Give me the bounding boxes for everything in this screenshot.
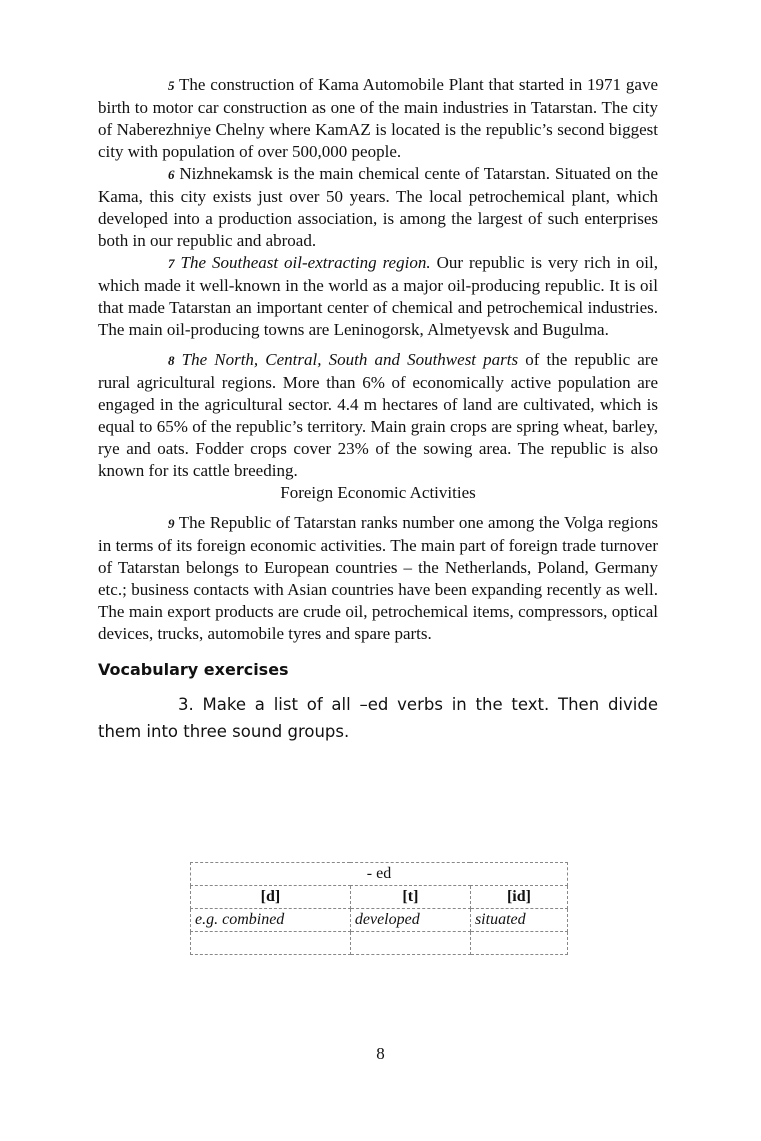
exercise-task: 3. Make a list of all –ed verbs in the text. Then divide them into three sound groups. [98,695,658,741]
paragraph-text: The construction of Kama Automobile Plant that started in 1971 gave birth to motor car construction as one of the main industries in Tatarstan. The city of Naberezhniye Chelny where KamAZ is located is the republic’s second biggest city with population of over 500,000 people. [98,75,658,161]
paragraph-7 [98,252,658,341]
paragraph-number: 6 [168,167,175,182]
page-content [98,74,658,745]
table-row [191,909,568,932]
column-header-t: [t] [350,886,470,909]
ed-verbs-table [190,862,568,955]
vocabulary-heading: Vocabulary exercises [98,660,289,679]
table-title: - ed [191,863,568,886]
table-cell: e.g. combined [191,909,351,932]
table-header-row [191,886,568,909]
paragraph-number: 9 [168,516,175,531]
paragraph-5 [98,74,658,163]
column-header-id: [id] [470,886,567,909]
paragraph-9 [98,512,658,645]
paragraph-6 [98,163,658,252]
section-heading: Foreign Economic Activities [280,483,476,502]
paragraph-text: of the republic are rural agricultural regions. More than 6% of economically active population are engaged in the agricultural sector. 4.4 m hectares of land are cultivated, which is equal to 65% of the republic’s territory. Main grain crops are spring wheat, barley, rye and oats. Fodder crops cover 23% of the sowing area. The republic is also known for its cattle breeding. [98,350,658,480]
table-cell [191,932,351,955]
paragraph-number: 7 [168,256,175,271]
paragraph-number: 8 [168,353,175,368]
paragraph-lead: The Southeast oil-extracting region. [174,253,431,272]
table-cell [350,932,470,955]
paragraph-8 [98,349,658,482]
paragraph-text: Our republic is very rich in oil, which made it well-known in the world as a major oil-producing republic. It is oil that made Tatarstan an important center of chemical and petrochemical industries. The main oil-producing towns are Leninogorsk, Almetyevsk and Bugulma. [98,253,658,339]
table-cell: situated [470,909,567,932]
column-header-d: [d] [191,886,351,909]
table-cell: developed [350,909,470,932]
paragraph-text: Nizhnekamsk is the main chemical cente of Tatarstan. Situated on the Kama, this city exists just over 50 years. The local petrochemical plant, which developed into a production association, is among the largest of such enterprises both in our republic and abroad. [98,164,658,250]
page-number: 8 [376,1044,385,1063]
table-title-row [191,863,568,886]
table-row-empty [191,932,568,955]
paragraph-number: 5 [168,78,175,93]
table-cell [470,932,567,955]
paragraph-text: The Republic of Tatarstan ranks number one among the Volga regions in terms of its foreign economic activities. The main part of foreign trade turnover of Tatarstan belongs to European countries – the Netherlands, Poland, Germany etc.; business contacts with Asian countries have been expanding recently as well. The main export products are crude oil, petrochemical items, compressors, optical devices, trucks, automobile tyres and spare parts. [98,513,658,643]
paragraph-lead: The North, Central, South and Southwest parts [174,350,519,369]
